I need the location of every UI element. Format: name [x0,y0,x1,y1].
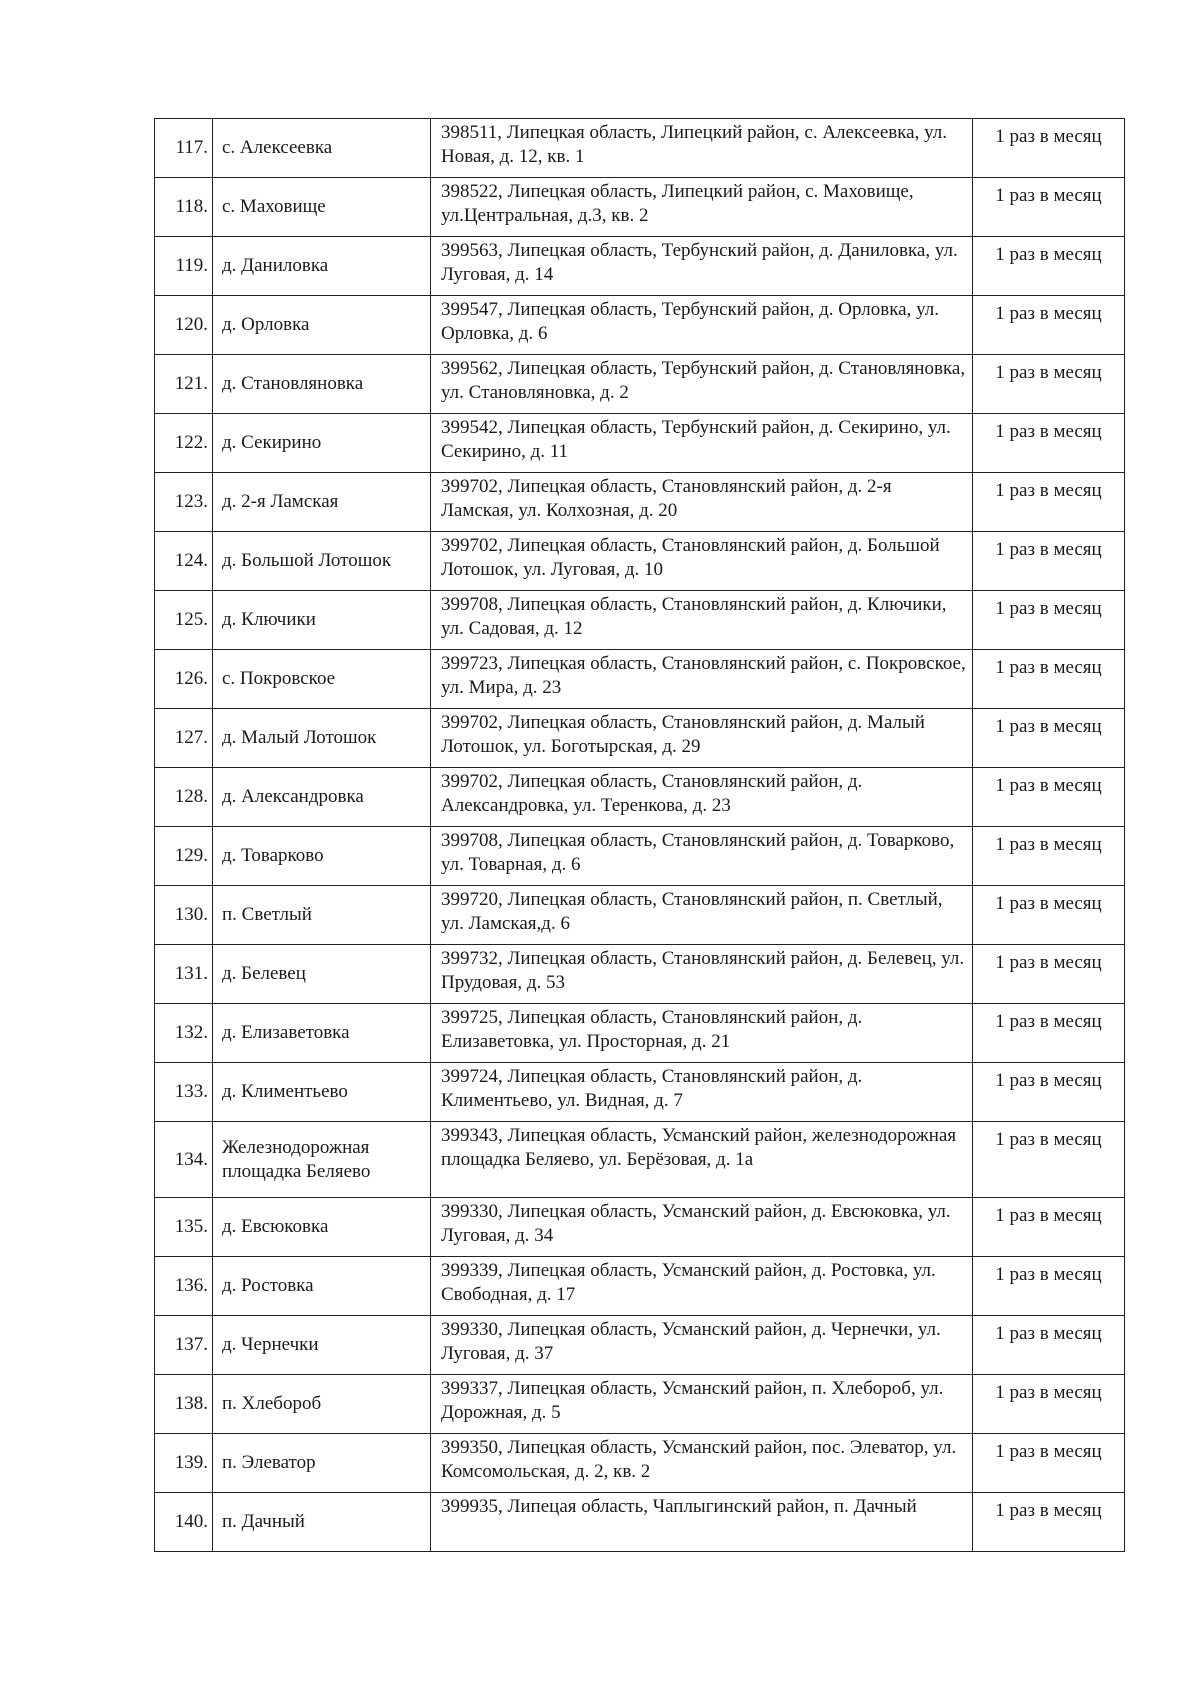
table-row [155,1375,1125,1434]
address: 399935, Липецая область, Чаплыгинский район, п. Дачный [431,1493,973,1552]
settlement-name: д. Товарково [213,827,431,886]
visit-frequency: 1 раз в месяц [973,709,1125,768]
visit-frequency: 1 раз в месяц [973,119,1125,178]
visit-frequency: 1 раз в месяц [973,886,1125,945]
table-body [155,119,1125,1552]
visit-frequency: 1 раз в месяц [973,237,1125,296]
row-number: 119. [155,237,213,296]
table-row [155,886,1125,945]
visit-frequency: 1 раз в месяц [973,827,1125,886]
table-row [155,355,1125,414]
table-row [155,414,1125,473]
row-number: 118. [155,178,213,237]
table-row [155,650,1125,709]
schedule-table [154,118,1125,1552]
settlement-name: Железнодорожная площадка Беляево [213,1122,431,1198]
visit-frequency: 1 раз в месяц [973,650,1125,709]
address: 399702, Липецкая область, Становлянский район, д. Александровка, ул. Теренкова, д. 23 [431,768,973,827]
visit-frequency: 1 раз в месяц [973,1434,1125,1493]
row-number: 133. [155,1063,213,1122]
row-number: 132. [155,1004,213,1063]
table-row [155,1434,1125,1493]
settlement-name: д. Орловка [213,296,431,355]
settlement-name: д. Становляновка [213,355,431,414]
row-number: 127. [155,709,213,768]
address: 399702, Липецкая область, Становлянский район, д. Малый Лотошок, ул. Боготырская, д. 29 [431,709,973,768]
row-number: 135. [155,1198,213,1257]
visit-frequency: 1 раз в месяц [973,532,1125,591]
settlement-name: д. Александровка [213,768,431,827]
table-row [155,296,1125,355]
table-row [155,237,1125,296]
settlement-name: д. Секирино [213,414,431,473]
table-row [155,768,1125,827]
row-number: 136. [155,1257,213,1316]
settlement-name: д. 2-я Ламская [213,473,431,532]
row-number: 125. [155,591,213,650]
settlement-name: с. Покровское [213,650,431,709]
row-number: 117. [155,119,213,178]
settlement-name: д. Климентьево [213,1063,431,1122]
address: 399720, Липецкая область, Становлянский район, п. Светлый, ул. Ламская,д. 6 [431,886,973,945]
settlement-name: п. Элеватор [213,1434,431,1493]
settlement-name: п. Дачный [213,1493,431,1552]
address: 399343, Липецкая область, Усманский район, железнодорожная площадка Беляево, ул. Берёзовая, д. 1а [431,1122,973,1198]
visit-frequency: 1 раз в месяц [973,1257,1125,1316]
visit-frequency: 1 раз в месяц [973,355,1125,414]
address: 399542, Липецкая область, Тербунский район, д. Секирино, ул. Секирино, д. 11 [431,414,973,473]
visit-frequency: 1 раз в месяц [973,1063,1125,1122]
settlement-name: п. Хлебороб [213,1375,431,1434]
address: 399330, Липецкая область, Усманский район, д. Евсюковка, ул. Луговая, д. 34 [431,1198,973,1257]
row-number: 139. [155,1434,213,1493]
address: 399330, Липецкая область, Усманский район, д. Чернечки, ул. Луговая, д. 37 [431,1316,973,1375]
row-number: 124. [155,532,213,591]
visit-frequency: 1 раз в месяц [973,1316,1125,1375]
table-row [155,1063,1125,1122]
address: 399724, Липецкая область, Становлянский район, д. Климентьево, ул. Видная, д. 7 [431,1063,973,1122]
row-number: 130. [155,886,213,945]
table-row [155,1004,1125,1063]
row-number: 128. [155,768,213,827]
address: 399723, Липецкая область, Становлянский район, с. Покровское, ул. Мира, д. 23 [431,650,973,709]
table-row [155,473,1125,532]
settlement-name: с. Алексеевка [213,119,431,178]
visit-frequency: 1 раз в месяц [973,1375,1125,1434]
visit-frequency: 1 раз в месяц [973,1122,1125,1198]
settlement-name: д. Белевец [213,945,431,1004]
settlement-name: д. Евсюковка [213,1198,431,1257]
row-number: 126. [155,650,213,709]
row-number: 122. [155,414,213,473]
settlement-name: д. Даниловка [213,237,431,296]
row-number: 140. [155,1493,213,1552]
row-number: 129. [155,827,213,886]
row-number: 137. [155,1316,213,1375]
address: 399725, Липецкая область, Становлянский район, д. Елизаветовка, ул. Просторная, д. 21 [431,1004,973,1063]
address: 398511, Липецкая область, Липецкий район, с. Алексеевка, ул. Новая, д. 12, кв. 1 [431,119,973,178]
address: 399563, Липецкая область, Тербунский район, д. Даниловка, ул. Луговая, д. 14 [431,237,973,296]
settlement-name: с. Маховище [213,178,431,237]
visit-frequency: 1 раз в месяц [973,178,1125,237]
address: 399339, Липецкая область, Усманский район, д. Ростовка, ул. Свободная, д. 17 [431,1257,973,1316]
table-row [155,119,1125,178]
row-number: 131. [155,945,213,1004]
address: 399562, Липецкая область, Тербунский район, д. Становляновка, ул. Становляновка, д. 2 [431,355,973,414]
table-row [155,591,1125,650]
address: 399732, Липецкая область, Становлянский район, д. Белевец, ул. Прудовая, д. 53 [431,945,973,1004]
table-row [155,827,1125,886]
visit-frequency: 1 раз в месяц [973,1198,1125,1257]
address: 399547, Липецкая область, Тербунский район, д. Орловка, ул. Орловка, д. 6 [431,296,973,355]
table-row [155,1316,1125,1375]
table-row [155,1198,1125,1257]
visit-frequency: 1 раз в месяц [973,414,1125,473]
visit-frequency: 1 раз в месяц [973,1493,1125,1552]
address: 399702, Липецкая область, Становлянский район, д. 2-я Ламская, ул. Колхозная, д. 20 [431,473,973,532]
visit-frequency: 1 раз в месяц [973,1004,1125,1063]
visit-frequency: 1 раз в месяц [973,945,1125,1004]
row-number: 123. [155,473,213,532]
address: 398522, Липецкая область, Липецкий район, с. Маховище, ул.Центральная, д.3, кв. 2 [431,178,973,237]
address: 399708, Липецкая область, Становлянский район, д. Ключики, ул. Садовая, д. 12 [431,591,973,650]
address: 399708, Липецкая область, Становлянский район, д. Товарково, ул. Товарная, д. 6 [431,827,973,886]
visit-frequency: 1 раз в месяц [973,296,1125,355]
address: 399702, Липецкая область, Становлянский район, д. Большой Лотошок, ул. Луговая, д. 10 [431,532,973,591]
table-row [155,1493,1125,1552]
visit-frequency: 1 раз в месяц [973,591,1125,650]
row-number: 121. [155,355,213,414]
row-number: 120. [155,296,213,355]
document-page [154,118,1124,1552]
table-row [155,945,1125,1004]
settlement-name: д. Елизаветовка [213,1004,431,1063]
settlement-name: п. Светлый [213,886,431,945]
settlement-name: д. Большой Лотошок [213,532,431,591]
settlement-name: д. Ключики [213,591,431,650]
settlement-name: д. Ростовка [213,1257,431,1316]
visit-frequency: 1 раз в месяц [973,768,1125,827]
row-number: 138. [155,1375,213,1434]
settlement-name: д. Малый Лотошок [213,709,431,768]
settlement-name: д. Чернечки [213,1316,431,1375]
table-row [155,532,1125,591]
visit-frequency: 1 раз в месяц [973,473,1125,532]
address: 399337, Липецкая область, Усманский район, п. Хлебороб, ул. Дорожная, д. 5 [431,1375,973,1434]
table-row [155,709,1125,768]
address: 399350, Липецкая область, Усманский район, пос. Элеватор, ул. Комсомольская, д. 2, кв. 2 [431,1434,973,1493]
row-number: 134. [155,1122,213,1198]
table-row [155,178,1125,237]
table-row [155,1257,1125,1316]
table-row [155,1122,1125,1198]
